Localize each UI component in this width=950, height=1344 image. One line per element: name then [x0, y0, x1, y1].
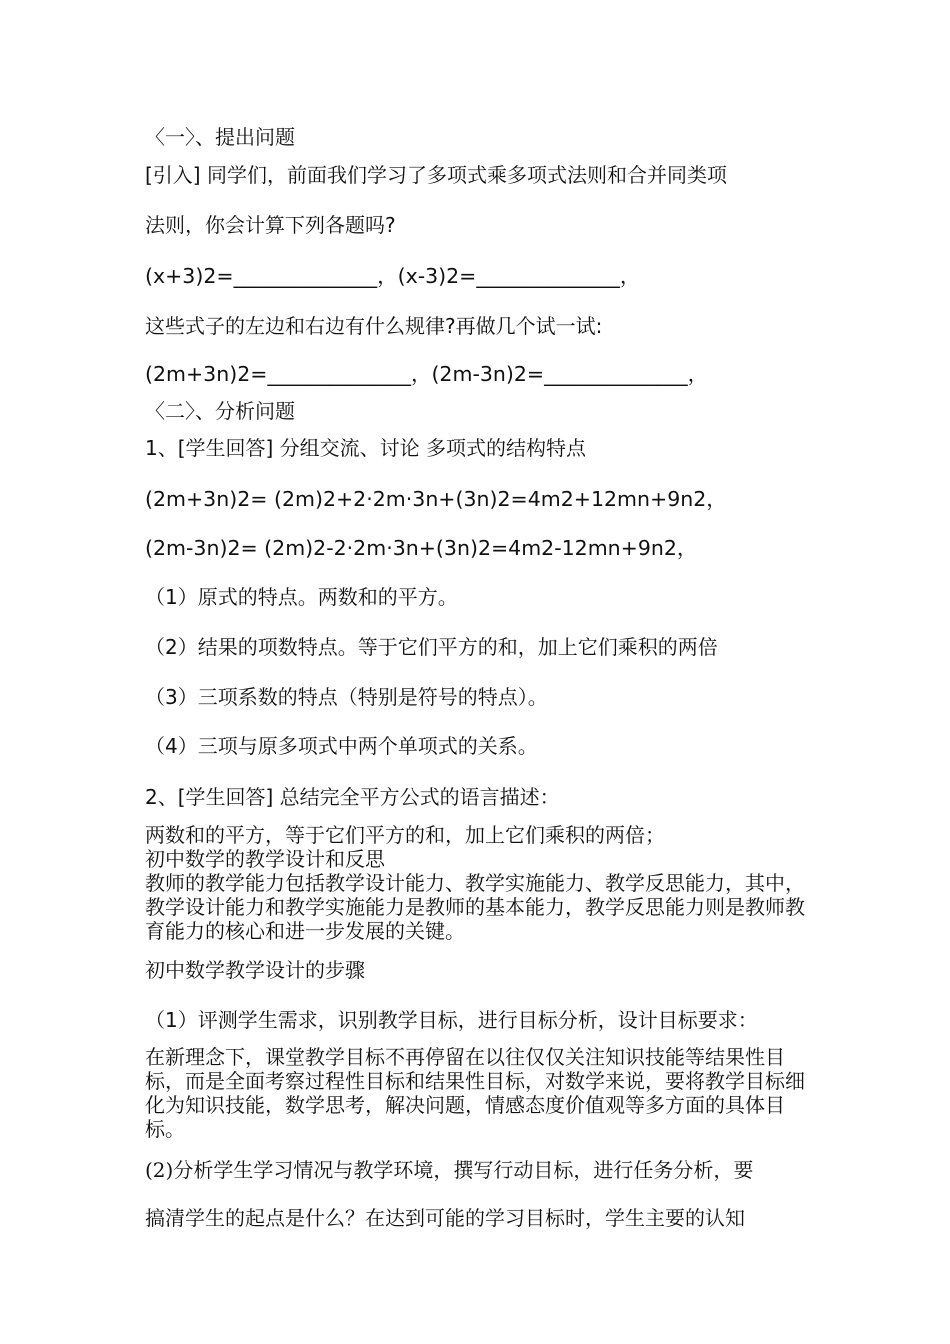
article-paragraph-2: 在新理念下，课堂教学目标不再停留在以往仅仅关注知识技能等结果性目标，而是全面考察过程性目标和结果性目标，对数学来说，要将教学目标细化为知识技能，数学思考，解决问题，情感态度价值观等多方面的具体目标。: [145, 1045, 805, 1141]
step-2-line-2: 搞清学生的起点是什么？在达到可能的学习目标时，学生主要的认知: [145, 1206, 745, 1230]
formula-line-2: (2m+3n)2=______________，(2m-3n)2=______________，: [145, 362, 709, 386]
article-title: 初中数学的教学设计和反思: [145, 847, 385, 871]
section2-heading: 〈二〉、分析问题: [145, 399, 295, 423]
article-paragraph-1: 教师的教学能力包括教学设计能力、教学实施能力、教学反思能力，其中，教学设计能力和教学实施能力是教师的基本能力，教学反思能力则是教师教育能力的核心和进一步发展的关键。: [145, 871, 805, 943]
expansion-2: (2m-3n)2= (2m)2-2·2m·3n+(3n)2=4m2-12mn+9n2，: [145, 536, 698, 560]
point-2: （2）结果的项数特点。等于它们平方的和，加上它们乘积的两倍: [145, 635, 718, 659]
point-3: （3）三项系数的特点（特别是符号的特点）。: [145, 685, 548, 709]
summary-line: 两数和的平方，等于它们平方的和，加上它们乘积的两倍；: [145, 823, 665, 847]
formula-line-1: (x+3)2=______________，(x-3)2=______________，: [145, 264, 641, 288]
point-4: （4）三项与原多项式中两个单项式的关系。: [145, 734, 538, 758]
steps-title: 初中数学教学设计的步骤: [145, 958, 365, 982]
section1-heading: 〈一〉、提出问题: [145, 125, 295, 149]
intro-line-2: 法则，你会计算下列各题吗?: [145, 213, 396, 237]
item-2: 2、[学生回答] 总结完全平方公式的语言描述：: [145, 785, 560, 809]
step-2-line-1: (2)分析学生学习情况与教学环境，撰写行动目标，进行任务分析，要: [145, 1158, 754, 1182]
expansion-1: (2m+3n)2= (2m)2+2·2m·3n+(3n)2=4m2+12mn+9n2，: [145, 487, 727, 511]
intro-line-1: [引入] 同学们，前面我们学习了多项式乘多项式法则和合并同类项: [145, 163, 727, 187]
item-1: 1、[学生回答] 分组交流、讨论 多项式的结构特点: [145, 436, 587, 460]
step-1: （1）评测学生需求，识别教学目标，进行目标分析，设计目标要求：: [145, 1008, 758, 1032]
pattern-question: 这些式子的左边和右边有什么规律?再做几个试一试:: [145, 314, 603, 338]
point-1: （1）原式的特点。两数和的平方。: [145, 585, 458, 609]
